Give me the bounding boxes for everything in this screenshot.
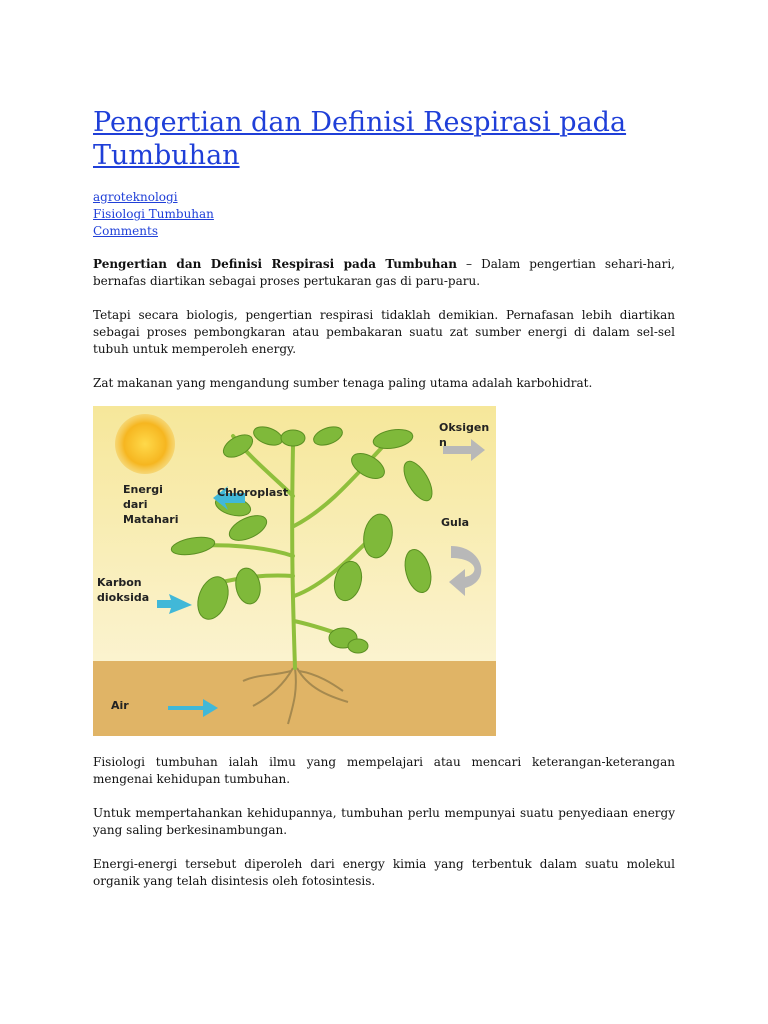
- category-link-agroteknologi[interactable]: agroteknologi: [93, 190, 178, 204]
- karbon-label: Karbon dioksida: [97, 576, 150, 604]
- gula-label: Gula: [441, 516, 470, 529]
- oksigen-label: Oksigen n: [439, 421, 490, 449]
- article-title[interactable]: Pengertian dan Definisi Respirasi pada Tumbuhan: [93, 107, 627, 171]
- paragraph-karbohidrat: Zat makanan yang mengandung sumber tenaga paling utama adalah karbohidrat.: [93, 376, 593, 390]
- paragraph-respirasi-biologis: Tetapi secara biologis, pengertian respirasi tidaklah demikian. Pernafasan lebih diartikan sebagai proses pembongkaran atau pembakaran suatu zat sumber energi di dalam sel-sel tubuh untuk memperoleh energy.: [93, 308, 675, 356]
- paragraph-fotosintesis: Energi-energi tersebut diperoleh dari energy kimia yang terbentuk dalam suatu molekul organik yang telah disintesis oleh fotosintesis.: [93, 857, 675, 888]
- intro-text: – Dalam pengertian sehari-hari, bernafas diartikan sebagai proses pertukaran gas di paru-paru.: [93, 257, 675, 288]
- category-link-fisiologi[interactable]: Fisiologi Tumbuhan: [93, 207, 214, 221]
- intro-bold-term: Pengertian dan Definisi Respirasi pada Tumbuhan: [93, 257, 457, 271]
- intro-paragraph: [93, 256, 675, 290]
- paragraph-fisiologi: Fisiologi tumbuhan ialah ilmu yang mempelajari atau mencari keterangan-keterangan mengenai kehidupan tumbuhan.: [93, 755, 675, 786]
- energi-label: Energi dari Matahari: [123, 483, 179, 526]
- sun-icon: [115, 414, 175, 474]
- chloroplast-label: Chloroplast: [217, 486, 289, 499]
- plant-diagram: [93, 406, 496, 736]
- air-label: Air: [111, 699, 129, 712]
- plant-respiration-figure: [93, 406, 496, 736]
- article-meta-links: [93, 189, 214, 240]
- comments-link[interactable]: Comments: [93, 224, 158, 238]
- paragraph-energy: Untuk mempertahankan kehidupannya, tumbuhan perlu mempunyai suatu penyediaan energy yang saling berkesinambungan.: [93, 806, 675, 837]
